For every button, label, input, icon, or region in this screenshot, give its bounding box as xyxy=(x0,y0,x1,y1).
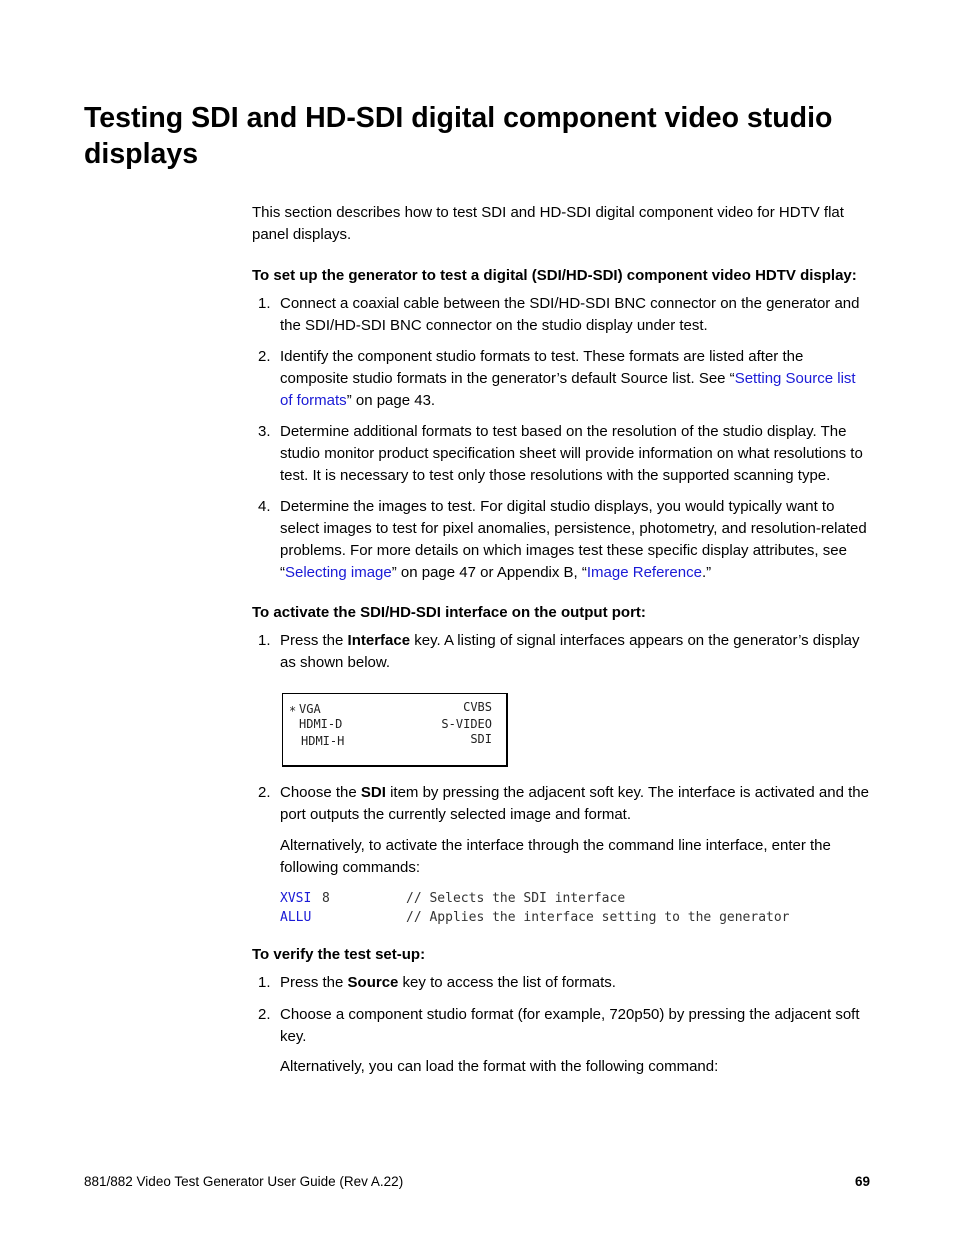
command-comment: // Applies the interface setting to the generator xyxy=(406,910,790,925)
selected-marker: * xyxy=(289,704,297,718)
step-text-post: key to access the list of formats. xyxy=(398,974,616,991)
page-title: Testing SDI and HD-SDI digital component video studio displays xyxy=(84,102,833,170)
verify-alternative-text: Alternatively, you can load the format with the following command: xyxy=(280,1058,719,1075)
generator-lcd-display xyxy=(282,693,508,767)
image-reference-link[interactable]: Image Reference xyxy=(586,564,702,581)
step-text: Choose a component studio format (for example, 720p50) by pressing the adjacent soft key. xyxy=(280,1006,860,1045)
verify-procedure-heading: To verify the test set-up: xyxy=(252,946,426,963)
lcd-item-s-video: S-VIDEO xyxy=(441,717,492,731)
allu-command-link[interactable]: ALLU xyxy=(280,910,312,925)
step-text-pre: Press the xyxy=(280,632,348,649)
step-text-pre: Press the xyxy=(280,974,348,991)
step-number: 2. xyxy=(258,1006,271,1023)
step-text-post: key. A listing of signal interfaces appears on the generator’s display as shown below. xyxy=(280,632,860,671)
xvsi-command-link[interactable]: XVSI xyxy=(280,891,312,906)
setting-source-list-link[interactable]: Setting Source list of formats xyxy=(280,370,856,409)
step-text-pre: Choose the xyxy=(280,784,361,801)
lcd-item-sdi: SDI xyxy=(470,732,492,746)
step-number: 4. xyxy=(258,498,271,515)
footer-document-title: 881/882 Video Test Generator User Guide (Rev A.22) xyxy=(84,1174,404,1189)
intro-paragraph: This section describes how to test SDI and HD-SDI digital component video for HDTV flat panel displays. xyxy=(252,204,844,243)
step-number: 1. xyxy=(258,295,271,312)
setup-procedure-heading: To set up the generator to test a digital (SDI/HD-SDI) component video HDTV display: xyxy=(252,267,857,284)
step-text-pre: Determine the images to test. For digital studio displays, you would typically want to select images to test for pixel anomalies, persistence, photometry, and resolution-related problems. For more details on which images test these specific display attributes, see “ xyxy=(280,498,867,581)
command-argument: 8 xyxy=(322,891,330,906)
step-text xyxy=(280,346,872,412)
lcd-item-hdmi-d: HDMI-D xyxy=(299,717,343,731)
step-number: 3. xyxy=(258,423,271,440)
step-number: 1. xyxy=(258,974,271,991)
step-text-post: ” on page 43. xyxy=(346,392,436,409)
step-text-post: .” xyxy=(701,564,712,581)
footer-page-number: 69 xyxy=(854,1174,870,1189)
activate-alternative-text: Alternatively, to activate the interface through the command line interface, enter the following commands: xyxy=(280,837,831,876)
step-text xyxy=(280,972,872,994)
step-number: 2. xyxy=(258,784,271,801)
activate-procedure-heading: To activate the SDI/HD-SDI interface on the output port: xyxy=(252,604,646,621)
step-text-post: item by pressing the adjacent soft key. The interface is activated and the port outputs the currently selected image and format. xyxy=(280,784,869,823)
step-text xyxy=(280,782,872,826)
step-text xyxy=(280,496,872,584)
lcd-item-vga: VGA xyxy=(299,702,321,716)
step-number: 2. xyxy=(258,348,271,365)
selecting-image-link[interactable]: Selecting image xyxy=(285,564,392,581)
lcd-item-hdmi-h: HDMI-H xyxy=(301,734,345,748)
source-key-name: Source xyxy=(347,974,399,991)
step-text: Determine additional formats to test based on the resolution of the studio display. The studio monitor product specification sheet will provide information on what resolutions to test. It is necessary to test only those resolutions with the supported scanning type. xyxy=(280,423,863,484)
sdi-item-name: SDI xyxy=(360,784,386,801)
step-text: Connect a coaxial cable between the SDI/HD-SDI BNC connector on the generator and the SDI/HD-SDI BNC connector on the studio display under test. xyxy=(280,295,860,334)
command-comment: // Selects the SDI interface xyxy=(406,891,626,906)
step-text-pre: Identify the component studio formats to test. These formats are listed after the composite studio formats in the generator’s default Source list. See “ xyxy=(280,348,804,387)
step-text xyxy=(280,630,872,674)
interface-key-name: Interface xyxy=(347,632,411,649)
lcd-item-cvbs: CVBS xyxy=(463,700,492,714)
step-number: 1. xyxy=(258,632,271,649)
code-line-allu xyxy=(280,910,840,928)
step-text-mid: ” on page 47 or Appendix B, “ xyxy=(391,564,587,581)
code-line-xvsi xyxy=(280,891,840,909)
